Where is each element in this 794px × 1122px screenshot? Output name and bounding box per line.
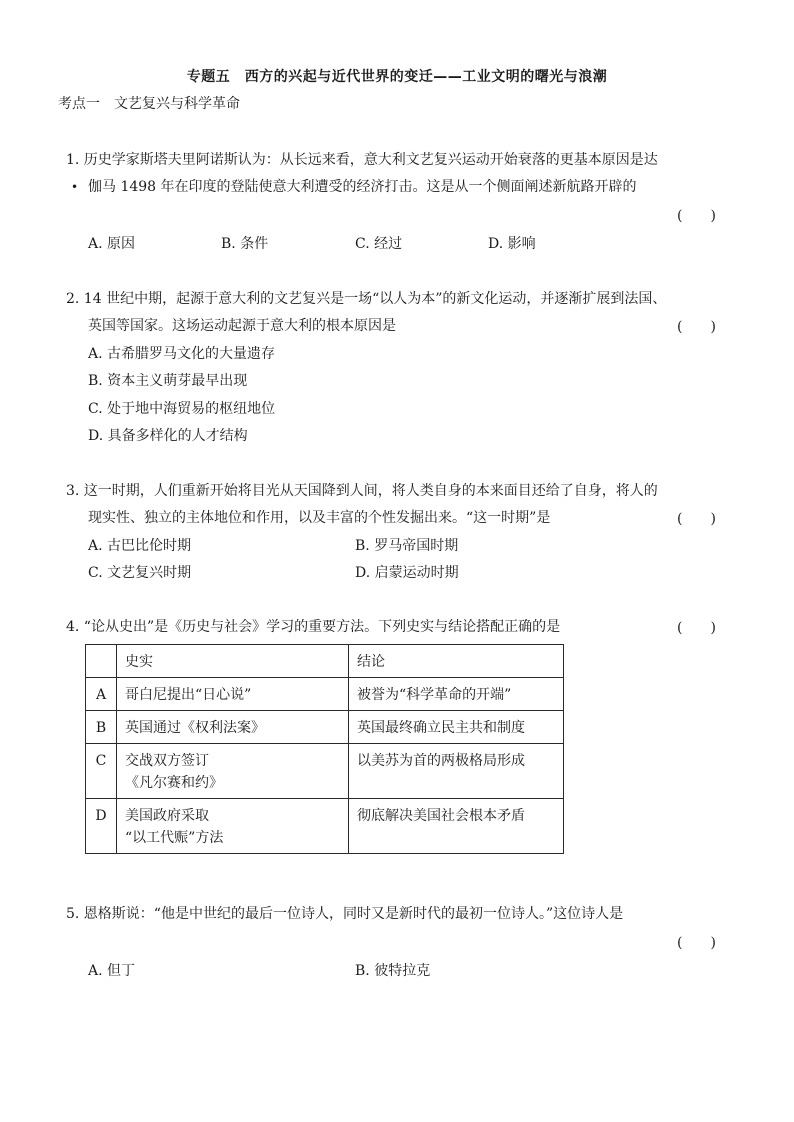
question-2-answer-bracket: ( ) [677,319,716,335]
question-1-option-a: A. 原因 [88,236,136,252]
page-title: 专题五 西方的兴起与近代世界的变迁——工业文明的曙光与浪潮 [186,69,608,85]
table-header-cell: 史实 [117,645,349,678]
question-2-option-c: C. 处于地中海贸易的枢纽地位 [88,401,276,417]
table-cell-conclusion: 英国最终确立民主共和制度 [349,711,564,744]
question-3-option-d: D. 启蒙运动时期 [355,565,459,581]
question-3-answer-bracket: ( ) [677,511,716,527]
table-row [86,711,564,744]
section-subtitle: 考点一 文艺复兴与科学革命 [58,96,240,112]
fact-text: 交战双方签订 [125,753,209,769]
question-2-option-a: A. 古希腊罗马文化的大量遗存 [88,346,276,362]
question-1-option-c: C. 经过 [355,236,403,252]
question-2-line-1: 2. 14 世纪中期，起源于意大利的文艺复兴是一场“以人为本”的新文化运动，并逐渐扩展到法国、 [66,291,667,307]
question-5-option-b: B. 彼特拉克 [355,963,431,979]
question-3-option-a: A. 古巴比伦时期 [88,538,192,554]
question-1-line-2: 伽马 1498 年在印度的登陆使意大利遭受的经济打击。这是从一个侧面阐述新航路开辟的 [88,179,637,195]
question-3-option-c: C. 文艺复兴时期 [88,565,192,581]
question-4-line-1: 4. “论从史出”是《历史与社会》学习的重要方法。下列史实与结论搭配正确的是 [66,619,561,635]
fact-text: 英国通过《权利法案》 [125,720,265,736]
question-1-line-1: 1. 历史学家斯塔夫里阿诺斯认为：从长远来看，意大利文艺复兴运动开始衰落的更基本原因是达 [66,152,658,168]
table-row [86,744,564,799]
fact-text: 美国政府采取 [125,808,209,824]
question-5-option-a: A. 但丁 [88,963,136,979]
question-3-line-1: 3. 这一时期，人们重新开始将目光从天国降到人间，将人类自身的本来面目还给了自身，将人的 [66,483,658,499]
table-header-cell: 结论 [349,645,564,678]
table-row [86,678,564,711]
table-header-cell [86,645,117,678]
table-cell-fact [117,799,349,854]
question-2-line-2: 英国等国家。这场运动起源于意大利的根本原因是 [88,318,396,334]
table-cell-conclusion: 彻底解决美国社会根本矛盾 [349,799,564,854]
question-5-line-1: 5. 恩格斯说：“他是中世纪的最后一位诗人，同时又是新时代的最初一位诗人。”这位诗人是 [66,906,624,922]
question-1-answer-bracket: ( ) [677,208,716,224]
table-cell-option: C [86,744,117,799]
facts-conclusions-table [85,644,564,854]
table-cell-conclusion: 以美苏为首的两极格局形成 [349,744,564,799]
question-3-option-b: B. 罗马帝国时期 [355,538,459,554]
table-cell-fact [117,711,349,744]
table-cell-fact [117,744,349,799]
table-cell-option: D [86,799,117,854]
fact-text: “以工代赈”方法 [125,830,224,846]
question-2-option-b: B. 资本主义萌芽最早出现 [88,373,248,389]
question-3-line-2: 现实性、独立的主体地位和作用，以及丰富的个性发掘出来。“这一时期”是 [88,510,551,526]
question-1-bullet: • [71,180,79,194]
fact-text: 《凡尔赛和约》 [125,775,223,791]
question-5-answer-bracket: ( ) [677,935,716,951]
table-cell-option: A [86,678,117,711]
table-header-row [86,645,564,678]
question-4-answer-bracket: ( ) [677,620,716,636]
question-2-option-d: D. 具备多样化的人才结构 [88,428,248,444]
question-1-option-d: D. 影响 [488,236,536,252]
table-cell-conclusion: 被誉为“科学革命的开端” [349,678,564,711]
table-cell-fact [117,678,349,711]
fact-text: 哥白尼提出“日心说” [125,687,252,703]
question-1-option-b: B. 条件 [221,236,269,252]
table-cell-option: B [86,711,117,744]
table-row [86,799,564,854]
